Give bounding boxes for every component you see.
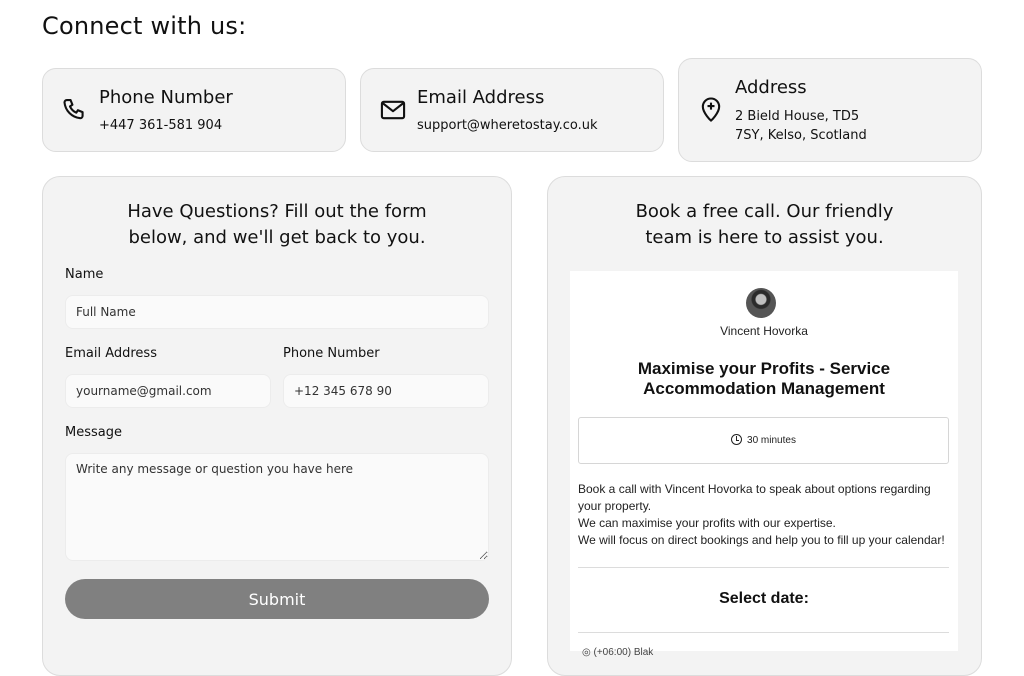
phone-label: Phone Number — [283, 346, 380, 361]
phone-icon — [61, 96, 89, 124]
booking-widget — [570, 271, 958, 658]
duration-box — [578, 417, 949, 464]
email-label: Email Address — [65, 346, 157, 361]
address-line-2: 7SY, Kelso, Scotland — [735, 128, 867, 143]
timezone-selector[interactable] — [582, 647, 653, 658]
avatar — [746, 288, 776, 318]
duration-text: 30 minutes — [747, 435, 796, 446]
event-title: Maximise your Profits - Service Accommodation Management — [637, 359, 891, 398]
description-line: We can maximise your profits with our expertise. — [578, 516, 836, 530]
address-title: Address — [735, 77, 807, 98]
phone-input[interactable] — [283, 374, 489, 408]
name-label: Name — [65, 267, 104, 282]
divider — [578, 632, 949, 633]
host-name: Vincent Hovorka — [720, 324, 808, 338]
phone-value[interactable]: +447 361-581 904 — [99, 118, 223, 133]
message-label: Message — [65, 425, 122, 440]
divider — [578, 567, 949, 568]
email-input[interactable] — [65, 374, 271, 408]
email-card — [360, 68, 664, 152]
page-heading: Connect with us: — [42, 12, 247, 40]
description-line: We will focus on direct bookings and help you to fill up your calendar! — [578, 533, 945, 547]
booking-panel — [547, 176, 982, 676]
select-date-label: Select date: — [719, 590, 809, 607]
address-card — [678, 58, 982, 162]
timezone-text: (+06:00) Blak — [593, 647, 654, 658]
submit-button[interactable]: Submit — [65, 579, 489, 619]
name-input[interactable] — [65, 295, 489, 329]
location-pin-icon — [697, 95, 725, 123]
clock-icon — [731, 434, 742, 445]
phone-card — [42, 68, 346, 152]
email-title: Email Address — [417, 87, 545, 108]
event-description — [578, 481, 950, 549]
address-line-1: 2 Bield House, TD5 — [735, 109, 860, 124]
contact-form-panel — [42, 176, 512, 676]
globe-icon: ◎ — [582, 647, 594, 658]
description-line: Book a call with Vincent Hovorka to speak about options regarding your property. — [578, 482, 931, 513]
email-value[interactable]: support@wheretostay.co.uk — [417, 118, 598, 133]
booking-title: Book a free call. Our friendly team is here to assist you. — [635, 201, 894, 248]
message-textarea[interactable] — [65, 453, 489, 561]
mail-icon — [379, 96, 407, 124]
form-title: Have Questions? Fill out the form below, and we'll get back to you. — [127, 201, 427, 248]
phone-title: Phone Number — [99, 87, 233, 108]
